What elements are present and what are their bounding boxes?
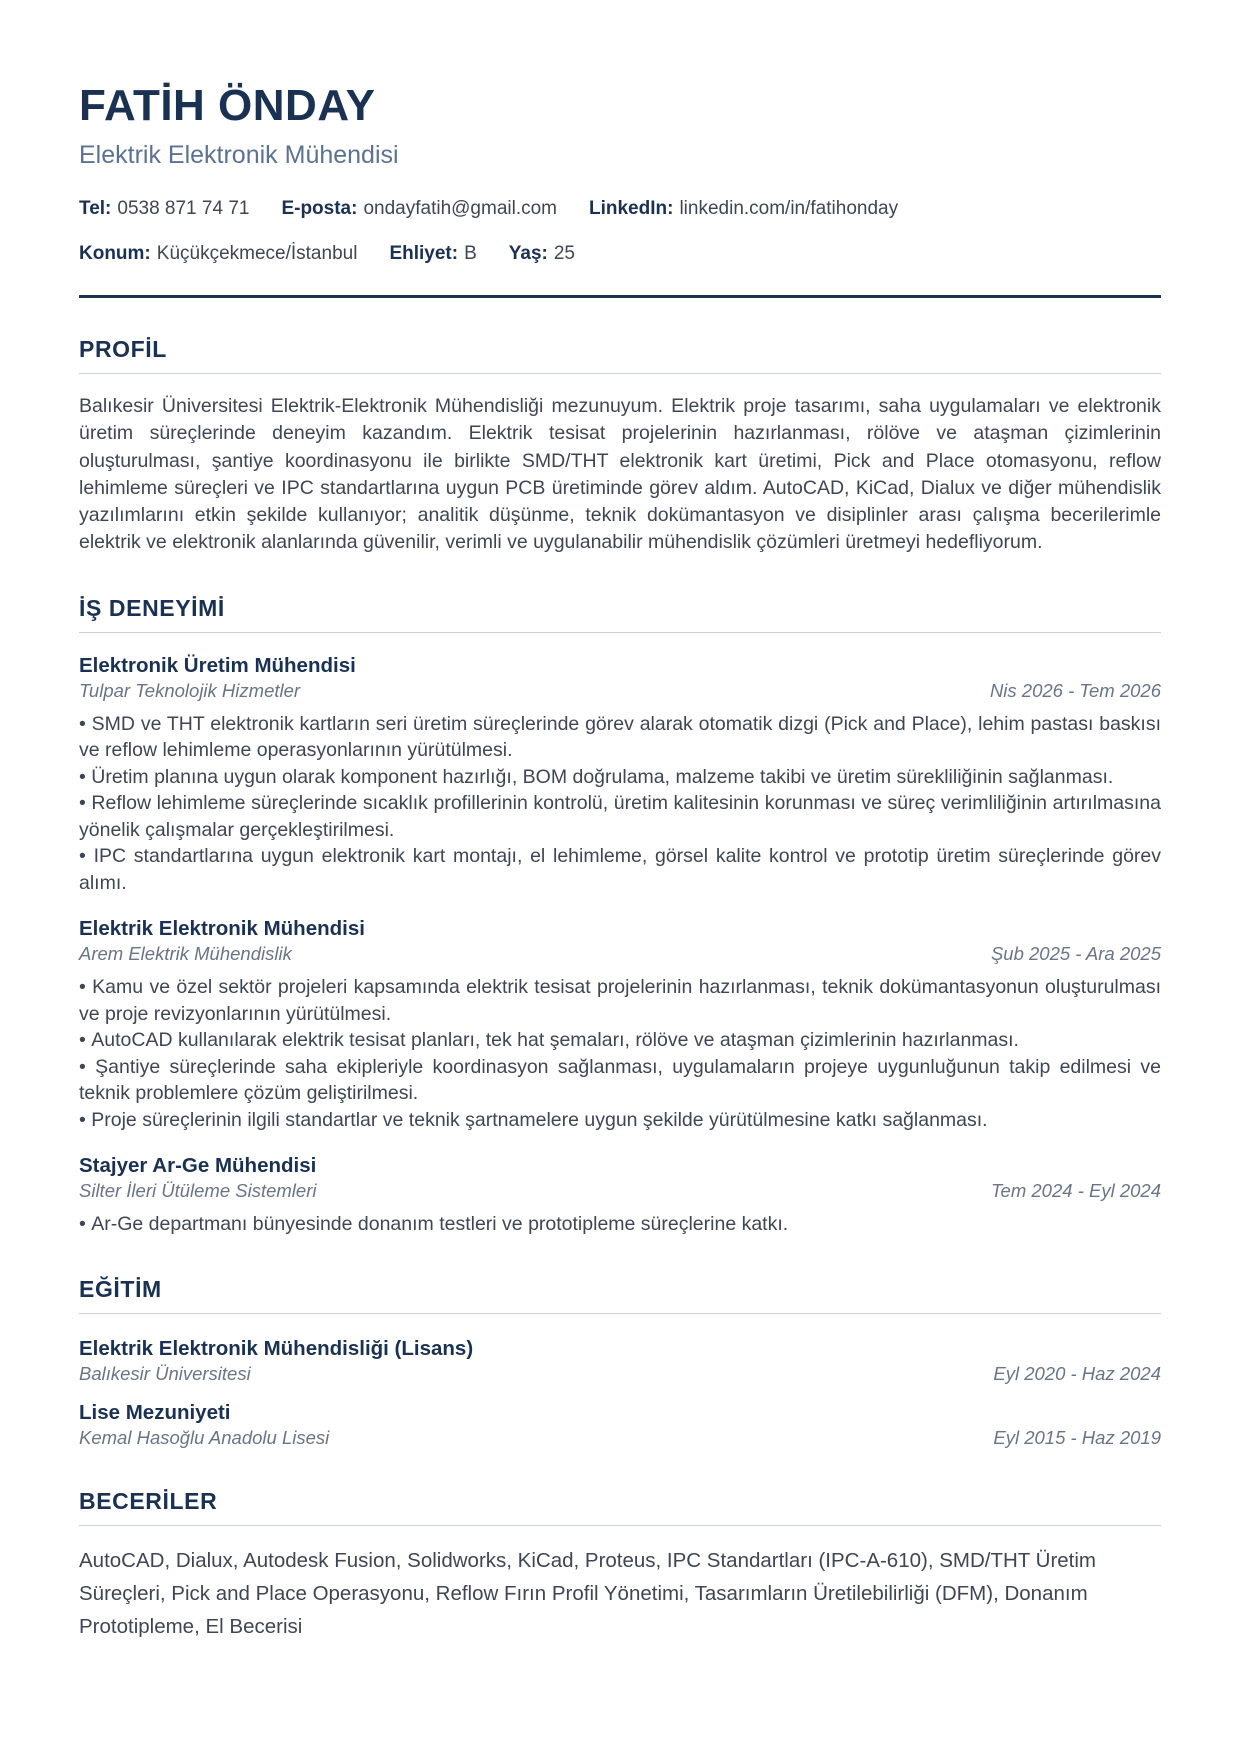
- job-meta: [79, 679, 1161, 703]
- education-entry: [79, 1336, 1161, 1386]
- contact-email: [281, 197, 557, 221]
- contact-label: LinkedIn:: [589, 198, 674, 219]
- contact-phone: [79, 197, 249, 221]
- education-entry: [79, 1400, 1161, 1450]
- contact-value: Küçükçekmece/İstanbul: [156, 243, 358, 264]
- job-entry: [79, 1153, 1161, 1238]
- job-dates: Tem 2024 - Eyl 2024: [990, 1180, 1161, 1202]
- job-meta: [79, 1179, 1161, 1203]
- contact-license: [389, 242, 476, 266]
- contact-value: 25: [553, 243, 575, 264]
- contact-label: Ehliyet:: [389, 243, 459, 264]
- education-school: Balıkesir Üniversitesi: [79, 1362, 251, 1384]
- contact-label: Yaş:: [508, 243, 548, 264]
- job-entry: [79, 653, 1161, 897]
- job-title: Stajyer Ar-Ge Mühendisi: [79, 1154, 317, 1178]
- skills-text: AutoCAD, Dialux, Autodesk Fusion, Solidworks, KiCad, Proteus, IPC Standartları (IPC-A-610), SMD/THT Üretim Süreçleri, Pick and Place Operasyonu, Reflow Fırın Profil Yönetimi, Tasarımların Üretilebilirliği (DFM), Donanım Prototipleme, El Becerisi: [79, 1548, 1097, 1638]
- section-divider: [79, 632, 1161, 633]
- education-degree: Elektrik Elektronik Mühendisliği (Lisans): [79, 1336, 474, 1360]
- contact-row: [79, 242, 1161, 266]
- header-divider: [79, 295, 1161, 298]
- education-meta: [79, 1362, 1161, 1386]
- section-divider: [79, 1525, 1161, 1526]
- education-dates: Eyl 2020 - Haz 2024: [993, 1362, 1161, 1384]
- profile-section: [79, 335, 1161, 557]
- job-bullets: [79, 1211, 1161, 1238]
- section-heading: İŞ DENEYİMİ: [79, 594, 225, 621]
- education-degree: Lise Mezuniyeti: [79, 1400, 231, 1424]
- section-heading: BECERİLER: [79, 1487, 218, 1514]
- section-heading: PROFİL: [79, 336, 167, 362]
- contact-label: E-posta:: [281, 198, 358, 219]
- contact-linkedin: [589, 197, 898, 221]
- contact-location: [79, 242, 357, 266]
- contact-age: [509, 242, 575, 266]
- job-title: Elektronik Üretim Mühendisi: [79, 653, 356, 677]
- job-company: Silter İleri Ütüleme Sistemleri: [79, 1180, 317, 1202]
- contact-row: [79, 197, 1161, 221]
- bullet-item: • IPC standartlarına uygun elektronik kart montajı, el lehimleme, görsel kalite kontrol ve prototip üretim süreçlerinde görev alımı.: [79, 843, 1161, 896]
- bullet-item: • Üretim planına uygun olarak komponent hazırlığı, BOM doğrulama, malzeme takibi ve üretim sürekliliğinin sağlanması.: [79, 764, 1161, 791]
- section-heading: EĞİTİM: [79, 1275, 162, 1302]
- contact-value: B: [464, 243, 477, 264]
- bullet-item: • AutoCAD kullanılarak elektrik tesisat planları, tek hat şemaları, rölöve ve ataşman çizimlerinin hazırlanması.: [79, 1027, 1161, 1054]
- section-divider: [79, 1313, 1161, 1314]
- bullet-item: • Proje süreçlerinin ilgili standartlar ve teknik şartnamelere uygun şekilde yürütülmesine katkı sağlanması.: [79, 1107, 1161, 1134]
- contact-value: linkedin.com/in/fatihonday: [679, 198, 899, 219]
- job-dates: Nis 2026 - Tem 2026: [989, 679, 1161, 701]
- bullet-item: • Kamu ve özel sektör projeleri kapsamında elektrik tesisat projelerinin hazırlanması, teknik dokümantasyonun oluşturulması ve proje revizyonlarının yürütülmesi.: [79, 974, 1161, 1027]
- job-company: Arem Elektrik Mühendislik: [79, 943, 292, 965]
- education-meta: [79, 1426, 1161, 1450]
- contact-label: Tel:: [79, 198, 112, 219]
- job-bullets: [79, 711, 1161, 897]
- experience-section: [79, 594, 1161, 1238]
- bullet-item: • SMD ve THT elektronik kartların seri üretim süreçlerinde görev alarak otomatik dizgi (Pick and Place), lehim pastası baskısı ve reflow lehimleme operasyonlarının yürütülmesi.: [79, 711, 1161, 764]
- job-company: Tulpar Teknolojik Hizmetler: [79, 679, 301, 701]
- section-divider: [79, 373, 1161, 374]
- candidate-name: FATİH ÖNDAY: [79, 81, 376, 130]
- job-bullets: [79, 974, 1161, 1133]
- education-section: [79, 1275, 1161, 1450]
- contact-label: Konum:: [79, 243, 151, 264]
- skills-section: [79, 1487, 1161, 1643]
- job-entry: [79, 916, 1161, 1133]
- contact-value: ondayfatih@gmail.com: [363, 198, 557, 219]
- education-dates: Eyl 2015 - Haz 2019: [993, 1426, 1161, 1448]
- education-school: Kemal Hasoğlu Anadolu Lisesi: [79, 1426, 330, 1448]
- job-title: Elektrik Elektronik Mühendisi: [79, 917, 365, 941]
- bullet-item: • Ar-Ge departmanı bünyesinde donanım testleri ve prototipleme süreçlerine katkı.: [79, 1211, 1161, 1238]
- contact-value: 0538 871 74 71: [117, 198, 250, 219]
- job-dates: Şub 2025 - Ara 2025: [990, 943, 1161, 965]
- profile-text: Balıkesir Üniversitesi Elektrik-Elektronik Mühendisliği mezunuyum. Elektrik proje tasarımı, saha uygulamaları ve elektronik üretim süreçlerinde deneyim kazandım. Elektrik tesisat projelerinin hazırlanması, rölöve ve ataşman çizimlerinin oluşturulması, şantiye koordinasyonu ile birlikte SMD/THT elektronik kart üretimi, Pick and Place otomasyonu, reflow lehimleme süreçleri ve IPC standartlarına uygun PCB üretiminde görev aldım. AutoCAD, KiCad, Dialux ve diğer mühendislik yazılımlarını etkin şekilde kullanıyor; analitik düşünme, teknik dokümantasyon ve disiplinler arası çalışma becerilerimle elektrik ve elektronik alanlarında güvenilir, verimli ve uygulanabilir mühendislik çözümleri üretmeyi hedefliyorum.: [79, 395, 1161, 554]
- candidate-title: Elektrik Elektronik Mühendisi: [79, 141, 399, 169]
- bullet-item: • Şantiye süreçlerinde saha ekipleriyle koordinasyon sağlanması, uygulamaların projeye uygunluğunun takip edilmesi ve teknik problemlere çözüm geliştirilmesi.: [79, 1054, 1161, 1107]
- bullet-item: • Reflow lehimleme süreçlerinde sıcaklık profillerinin kontrolü, üretim kalitesinin korunması ve süreç verimliliğinin artırılmasına yönelik çalışmalar gerçekleştirilmesi.: [79, 790, 1161, 843]
- job-meta: [79, 942, 1161, 966]
